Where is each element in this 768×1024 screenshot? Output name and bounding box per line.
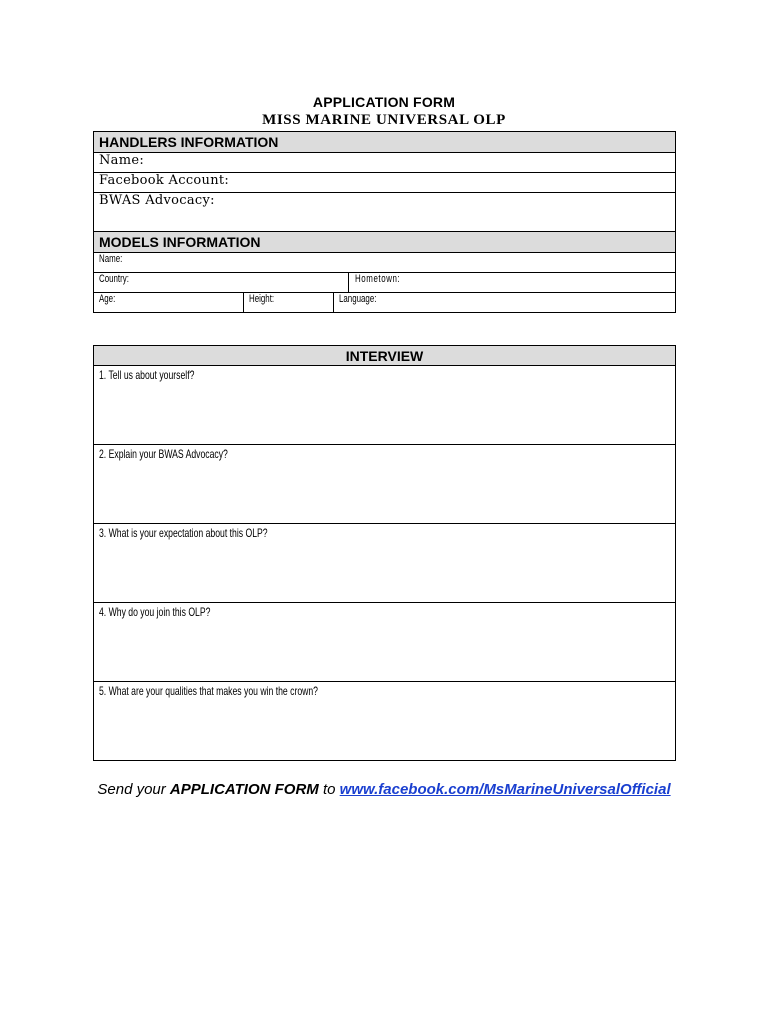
model-name-field[interactable] — [94, 253, 676, 273]
model-name-label: Name: — [99, 253, 123, 265]
question-1-text: 1. Tell us about yourself? — [99, 368, 195, 382]
model-country-label: Country: — [99, 273, 129, 285]
form-subtitle: MISS MARINE UNIVERSAL OLP — [262, 112, 506, 128]
handler-name-field[interactable]: Name: — [94, 153, 676, 173]
footer-emphasis: APPLICATION FORM — [169, 781, 319, 798]
interview-question-3[interactable] — [94, 524, 676, 603]
question-3-text: 3. What is your expectation about this OLP? — [99, 526, 268, 540]
question-2-text: 2. Explain your BWAS Advocacy? — [99, 447, 228, 461]
interview-question-5[interactable] — [94, 682, 676, 761]
interview-question-2[interactable] — [94, 445, 676, 524]
model-hometown-field[interactable] — [349, 273, 676, 293]
handler-advocacy-field[interactable]: BWAS Advocacy: — [94, 193, 676, 232]
model-language-field[interactable] — [334, 293, 676, 313]
question-5-text: 5. What are your qualities that makes you win the crown? — [99, 684, 318, 698]
footer-middle: to — [318, 781, 340, 798]
interview-table — [93, 345, 676, 761]
model-age-field[interactable] — [94, 293, 244, 313]
information-table — [93, 131, 676, 313]
facebook-page-link[interactable]: www.facebook.com/MsMarineUniversalOfficial — [339, 781, 671, 798]
model-country-field[interactable] — [94, 273, 349, 293]
interview-heading: INTERVIEW — [94, 346, 676, 366]
interview-question-1[interactable] — [94, 366, 676, 445]
models-information-heading: MODELS INFORMATION — [94, 232, 676, 253]
interview-question-4[interactable] — [94, 603, 676, 682]
handler-facebook-field[interactable]: Facebook Account: — [94, 173, 676, 193]
model-height-label: Height: — [249, 293, 275, 305]
question-4-text: 4. Why do you join this OLP? — [99, 605, 211, 619]
model-age-label: Age: — [99, 293, 116, 305]
footer-prefix: Send your — [97, 781, 170, 798]
model-hometown-label: Hometown: — [355, 273, 401, 285]
handlers-information-heading: HANDLERS INFORMATION — [94, 132, 676, 153]
model-language-label: Language: — [339, 293, 377, 305]
form-title: APPLICATION FORM — [312, 94, 456, 110]
model-height-field[interactable] — [244, 293, 334, 313]
submission-instructions — [0, 781, 768, 798]
